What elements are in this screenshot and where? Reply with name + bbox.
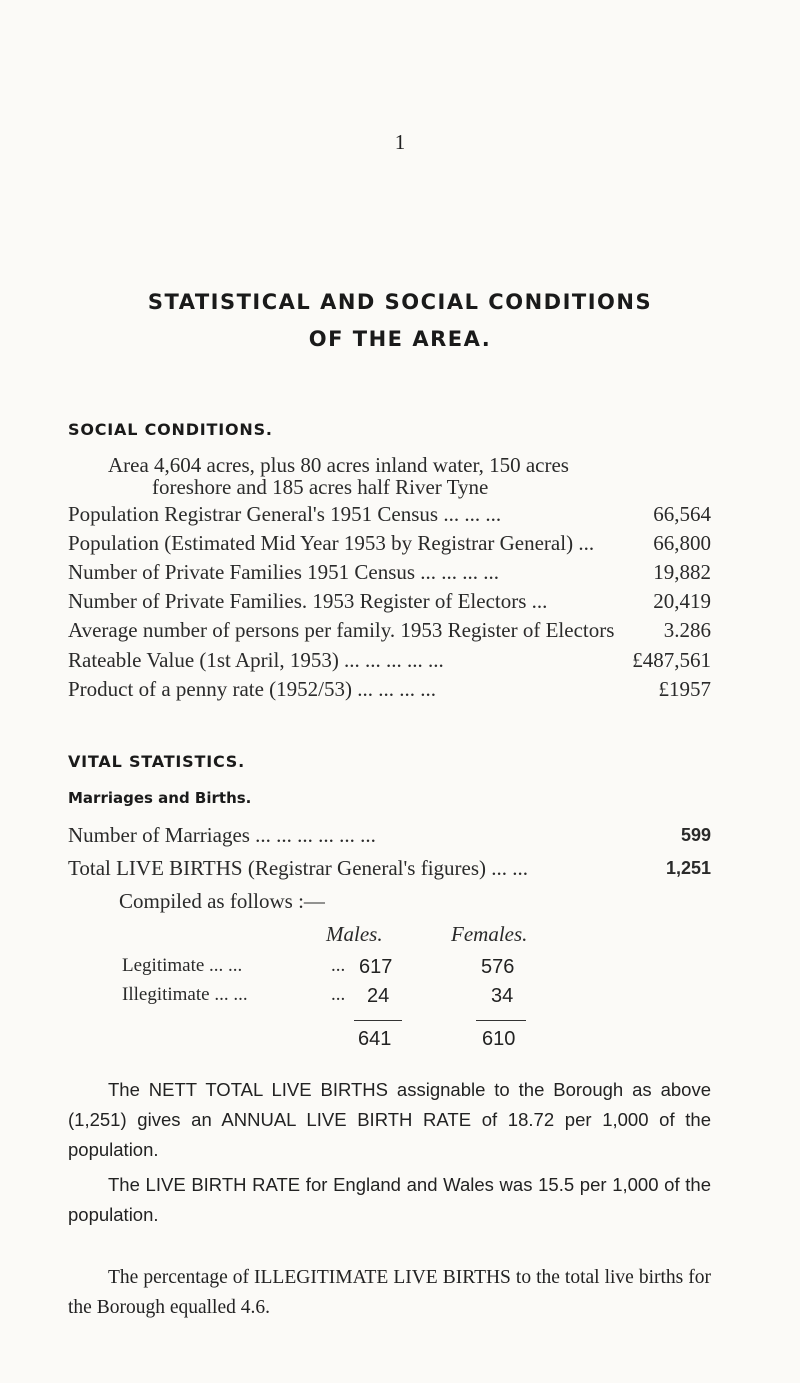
total-rule-females bbox=[476, 1020, 526, 1021]
social-conditions-heading: SOCIAL CONDITIONS. bbox=[68, 420, 273, 439]
page-title-line2: OF THE AREA. bbox=[308, 327, 492, 351]
cell-legitimate-females: 576 bbox=[481, 956, 515, 978]
total-females: 610 bbox=[482, 1028, 516, 1050]
stat-label: Population Registrar General's 1951 Census ... ... ... bbox=[68, 502, 502, 526]
stat-value: 19,882 bbox=[653, 560, 711, 584]
paragraph-illegitimate: The percentage of ILLEGITIMATE LIVE BIRTHS to the total live births for the Borough equalled 4.6. bbox=[68, 1267, 711, 1318]
stat-row-live-births bbox=[68, 856, 711, 882]
paragraph-birth-rate: The NETT TOTAL LIVE BIRTHS assignable to the Borough as above (1,251) gives an ANNUAL LIVE BIRTH RATE of 18.72 per 1,000 of the population. bbox=[68, 1079, 711, 1160]
col-header-males: Males. bbox=[326, 922, 383, 946]
total-rule-males bbox=[354, 1020, 402, 1021]
vital-statistics-heading: VITAL STATISTICS. bbox=[68, 752, 245, 771]
stat-row-families-census bbox=[68, 560, 711, 586]
stat-value: 20,419 bbox=[653, 589, 711, 613]
stat-label: Rateable Value (1st April, 1953) ... ... ... ... ... bbox=[68, 648, 444, 672]
area-line-2: foreshore and 185 acres half River Tyne bbox=[152, 475, 489, 499]
stat-row-population-estimate bbox=[68, 531, 711, 557]
stat-value: 599 bbox=[680, 825, 711, 845]
stat-value: 66,564 bbox=[653, 502, 711, 526]
cell-legitimate-males-dots: ... bbox=[331, 955, 346, 976]
stat-row-population-census bbox=[68, 502, 711, 528]
page-number: 1 bbox=[394, 130, 406, 154]
stat-value: 3.286 bbox=[663, 618, 711, 642]
cell-legitimate-males: 617 bbox=[359, 956, 393, 978]
marriages-births-subheading: Marriages and Births. bbox=[68, 789, 252, 807]
stat-value: 66,800 bbox=[653, 531, 711, 555]
compiled-label: Compiled as follows :— bbox=[119, 889, 325, 913]
cell-illegitimate-males: 24 bbox=[367, 985, 390, 1007]
stat-label: Average number of persons per family. 1953 Register of Electors bbox=[68, 618, 615, 642]
total-males: 641 bbox=[358, 1028, 392, 1050]
stat-label: Number of Private Families 1951 Census ... ... ... ... bbox=[68, 560, 500, 584]
stat-label: Product of a penny rate (1952/53) ... ... ... ... bbox=[68, 677, 437, 701]
cell-illegitimate-females: 34 bbox=[491, 985, 514, 1007]
stat-label: Population (Estimated Mid Year 1953 by Registrar General) ... bbox=[68, 531, 595, 555]
cell-illegitimate-males-dots: ... bbox=[331, 984, 346, 1005]
stat-row-marriages bbox=[68, 823, 711, 849]
stat-label: Number of Marriages ... ... ... ... ... ... bbox=[68, 823, 376, 847]
stat-label: Total LIVE BIRTHS (Registrar General's figures) ... ... bbox=[68, 856, 529, 880]
stat-value: £487,561 bbox=[632, 648, 711, 672]
row-label-illegitimate: Illegitimate ... ... bbox=[122, 984, 248, 1005]
stat-row-penny-rate bbox=[68, 677, 711, 703]
stat-value: 1,251 bbox=[665, 858, 711, 878]
area-line-1: Area 4,604 acres, plus 80 acres inland water, 150 acres bbox=[108, 453, 569, 477]
paragraph-england-wales: The LIVE BIRTH RATE for England and Wales was 15.5 per 1,000 of the population. bbox=[68, 1174, 711, 1225]
stat-row-rateable-value bbox=[68, 648, 711, 674]
stat-row-average-persons bbox=[68, 618, 711, 644]
page-title: STATISTICAL AND SOCIAL CONDITIONS bbox=[147, 290, 653, 314]
stat-value: £1957 bbox=[658, 677, 711, 701]
row-label-legitimate: Legitimate ... ... bbox=[122, 955, 243, 976]
col-header-females: Females. bbox=[451, 922, 528, 946]
stat-row-families-register bbox=[68, 589, 711, 615]
stat-label: Number of Private Families. 1953 Register of Electors ... bbox=[68, 589, 548, 613]
